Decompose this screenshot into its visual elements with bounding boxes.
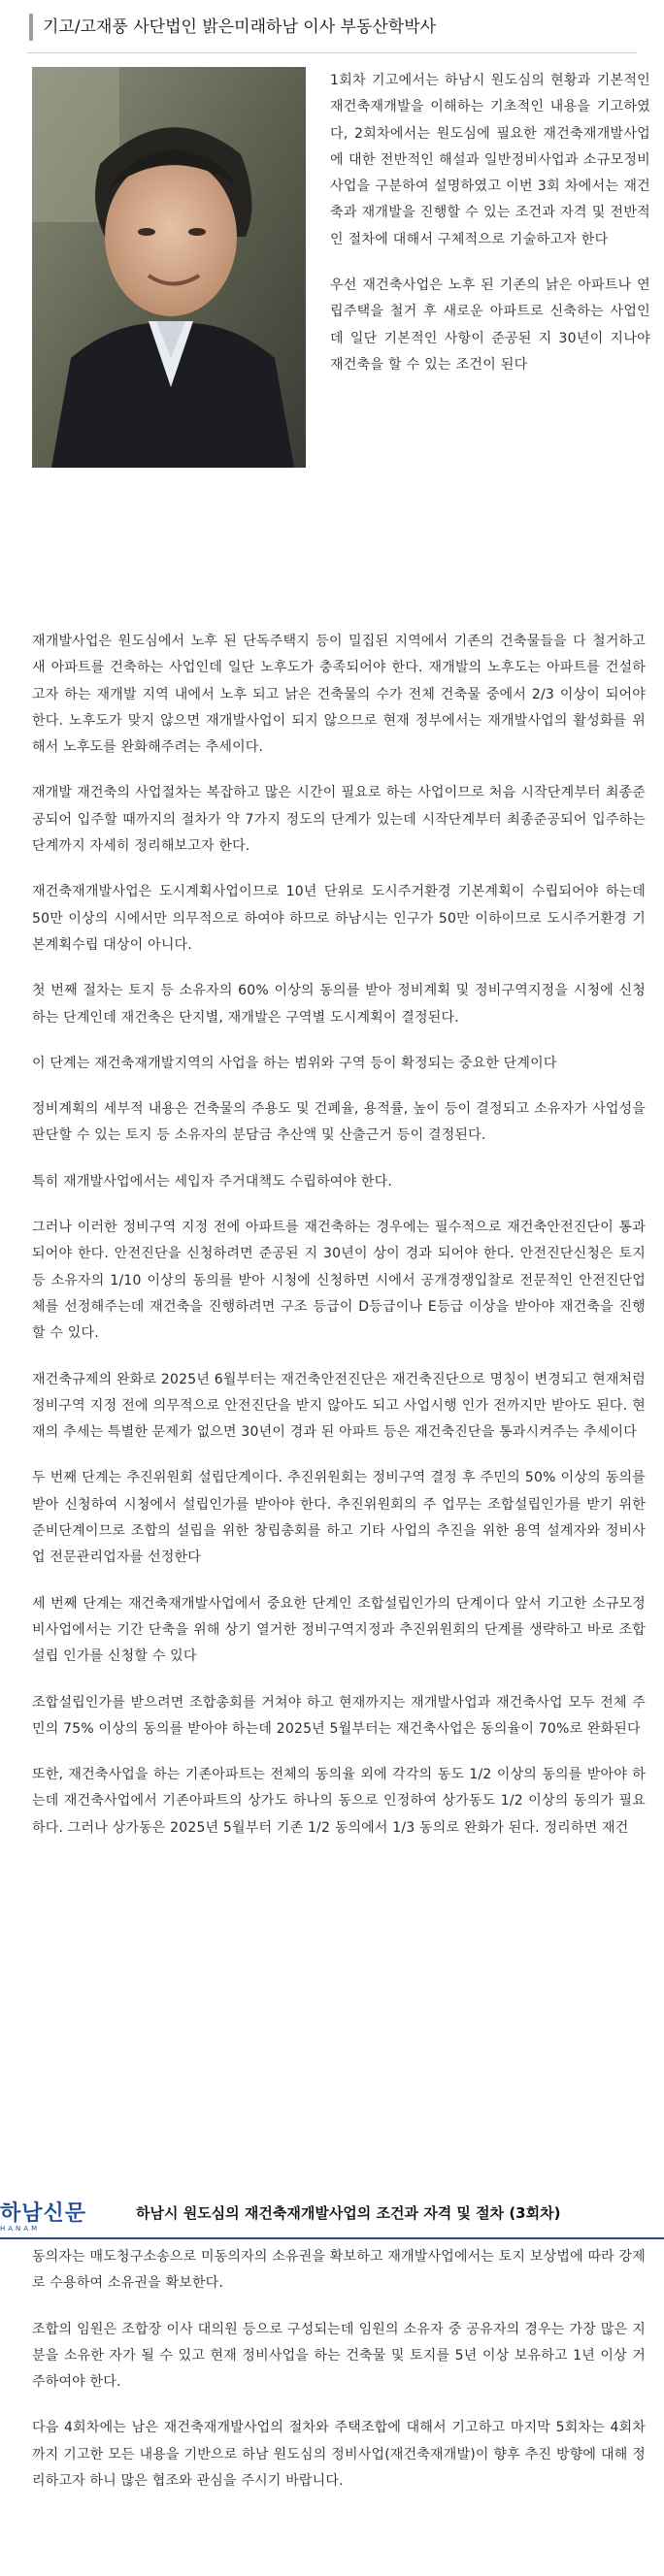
author-portrait-image xyxy=(32,67,306,468)
body-paragraph: 이 단계는 재건축재개발지역의 사업을 하는 범위와 구역 등이 확정되는 중요한 단계이다 xyxy=(32,1055,557,1071)
title-divider xyxy=(27,52,637,53)
body-paragraph: 재개발사업은 원도심에서 노후 된 단독주택지 등이 밀집된 지역에서 기존의 건축물들을 다 철거하고 새 아파트를 건축하는 사업인데 일단 노후도가 충족되어야 한다. 재개발의 노후도는 아파트를 건설하고자 하는 재개발 지역 내에서 노후 되고 낡은 건축물의 수가 전체 건축물 중에서 2/3 이상이 되어야 한다. 노후도가 맞지 않으면 재개발사업이 되지 않으므로 현재 정부에서는 재개발사업의 활성화를 위해서 노후도를 완화해주려는 추세이다. xyxy=(32,634,646,756)
body-paragraph: 정비계획의 세부적 내용은 건축물의 주용도 및 건폐율, 용적률, 높이 등이 결정되고 소유자가 사업성을 판단할 수 있는 토지 등 소유자의 분담금 추산액 및 산출근거 등이 결정된다. xyxy=(32,1101,646,1144)
intro-text-block xyxy=(330,68,650,398)
author-photo xyxy=(32,67,306,468)
intro-paragraph-2: 우선 재건축사업은 노후 된 기존의 낡은 아파트나 연립주택을 철거 후 새로운 아파트로 신축하는 사업인데 일단 기본적인 사항이 준공된 지 30년이 지나야 재건축을 할 수 있는 조건이 된다 xyxy=(330,277,650,373)
article-body xyxy=(32,629,646,1861)
article-caption: 하남시 원도심의 재건축재개발사업의 조건과 자격 및 절차 (3회차) xyxy=(136,2204,561,2222)
body-paragraph: 두 번째 단계는 추진위원회 설립단계이다. 추진위원회는 정비구역 결정 후 주민의 50% 이상의 동의를 받아 신청하여 시청에서 설립인가를 받아야 한다. 추진위원회의 주 업무는 조합설립인가를 받기 위한 준비단계이므로 조합의 설립을 위한 창립총회를 하고 기타 사업의 추진을 위한 용역 설계자와 정비사업 전문관리업자를 선정한다 xyxy=(32,1470,646,1566)
body-paragraph: 첫 번째 절차는 토지 등 소유자의 60% 이상의 동의를 받아 정비계획 및 정비구역지정을 시청에 신청하는 단계인데 재건축은 단지별, 재개발은 구역별 도시계획이 결정된다. xyxy=(32,983,646,1026)
body-paragraph: 특히 재개발사업에서는 세입자 주거대책도 수립하여야 한다. xyxy=(32,1173,392,1190)
article-title: 기고/고재풍 사단법인 밝은미래하남 이사 부동산학박사 xyxy=(43,17,437,37)
body-paragraph: 동의자는 매도청구소송으로 미동의자의 소유권을 확보하고 재개발사업에서는 토지 보상법에 따라 강제로 수용하여 소유권을 확보한다. xyxy=(32,2249,646,2292)
body-paragraph: 재건축규제의 완화로 2025년 6월부터는 재건축안전진단은 재건축진단으로 명칭이 변경되고 현재처럼 정비구역 지정 전에 의무적으로 안전진단을 받지 않아도 되고 사업시행 인가 전까지만 받아도 된다. 현재의 추세는 특별한 문제가 없으면 30년이 경과 된 아파트 등은 재건축진단을 통과시켜주는 추세이다 xyxy=(32,1371,646,1441)
intro-paragraph-1: 1회차 기고에서는 하남시 원도심의 현황과 기본적인 재건축재개발을 이해하는 기초적인 내용을 기고하였다, 2회차에서는 원도심에 필요한 재건축재개발사업에 대한 전반적인 해설과 일반정비사업과 소규모정비사업을 구분하여 설명하였고 이번 3회 차에서는 재건축과 재개발을 진행할 수 있는 조건과 자격 및 전반적인 절차에 대해서 구체적으로 기술하고자 한다 xyxy=(330,73,650,247)
body-paragraph: 재건축재개발사업은 도시계획사업이므로 10년 단위로 도시주거환경 기본계획이 수립되어야 하는데 50만 이상의 시에서만 의무적으로 하여야 하므로 하남시는 인구가 50만 이하이므로 도시주거환경 기본계획수립 대상이 아니다. xyxy=(32,884,646,953)
newspaper-logo-subtext: HANAM xyxy=(0,2225,41,2233)
article-body-continued xyxy=(32,2244,646,2514)
article-title-bar xyxy=(29,14,631,41)
body-paragraph: 조합설립인가를 받으려면 조합총회를 거쳐야 하고 현재까지는 재개발사업과 재건축사업 모두 전체 주민의 75% 이상의 동의를 받아야 하는데 2025년 5월부터는 재건축사업은 동의율이 70%로 완화된다 xyxy=(32,1694,646,1737)
body-paragraph: 다음 4회차에는 남은 재건축재개발사업의 절차와 주택조합에 대해서 기고하고 마지막 5회차는 4회차까지 기고한 모든 내용을 기반으로 하남 원도심의 정비사업(재건축재개발)이 향후 추진 방향에 대해 정리하고자 하니 많은 협조와 관심을 주시기 바랍니다. xyxy=(32,2420,646,2490)
body-paragraph: 조합의 임원은 조합장 이사 대의원 등으로 구성되는데 임원의 소유자 중 공유자의 경우는 가장 많은 지분을 소유한 자가 될 수 있고 현재 정비사업을 하는 건축물 및 토지를 5년 이상 보유하고 1년 이상 거주하여야 한다. xyxy=(32,2321,646,2391)
body-paragraph: 세 번째 단계는 재건축재개발사업에서 중요한 단계인 조합설립인가의 단계이다 앞서 기고한 소규모정비사업에서는 기간 단축을 위해 상기 열거한 정비구역지정과 추진위원회의 단계를 생략하고 바로 조합설립 인가를 신청할 수 있다 xyxy=(32,1595,646,1665)
body-paragraph: 재개발 재건축의 사업절차는 복잡하고 많은 시간이 필요로 하는 사업이므로 처음 시작단계부터 최종준공되어 입주할 때까지의 절차가 약 7가지 정도의 단계가 있는데 시작단계부터 최종준공되어 입주하는 단계까지 자세히 정리해보고자 한다. xyxy=(32,785,646,855)
footer-divider xyxy=(0,2237,664,2239)
newspaper-logo: 하남신문 xyxy=(0,2201,87,2226)
body-paragraph: 또한, 재건축사업을 하는 기존아파트는 전체의 동의율 외에 각각의 동도 1/2 이상의 동의를 받아야 하는데 재건축사업에서 기존아파트의 상가도 하나의 동으로 인정하여 상가동도 1/2 이상의 동의가 필요하다. 그러나 상가동은 2025년 5월부터 기존 1/2 동의에서 1/3 동의로 완화가 된다. 정리하면 재건 xyxy=(32,1767,646,1836)
body-paragraph: 그러나 이러한 정비구역 지정 전에 아파트를 재건축하는 경우에는 필수적으로 재건축안전진단이 통과되어야 한다. 안전진단을 신청하려면 준공된 지 30년이 상이 경과 되어야 한다. 안전진단신청은 토지 등 소유자의 1/10 이상의 동의를 받아 시청에 신청하면 시에서 공개경쟁입찰로 전문적인 안전진단업체를 선정해주는데 재건축을 진행하려면 구조 등급이 D등급이나 E등급 이상을 받아야 재건축을 진행할 수 있다. xyxy=(32,1220,646,1342)
